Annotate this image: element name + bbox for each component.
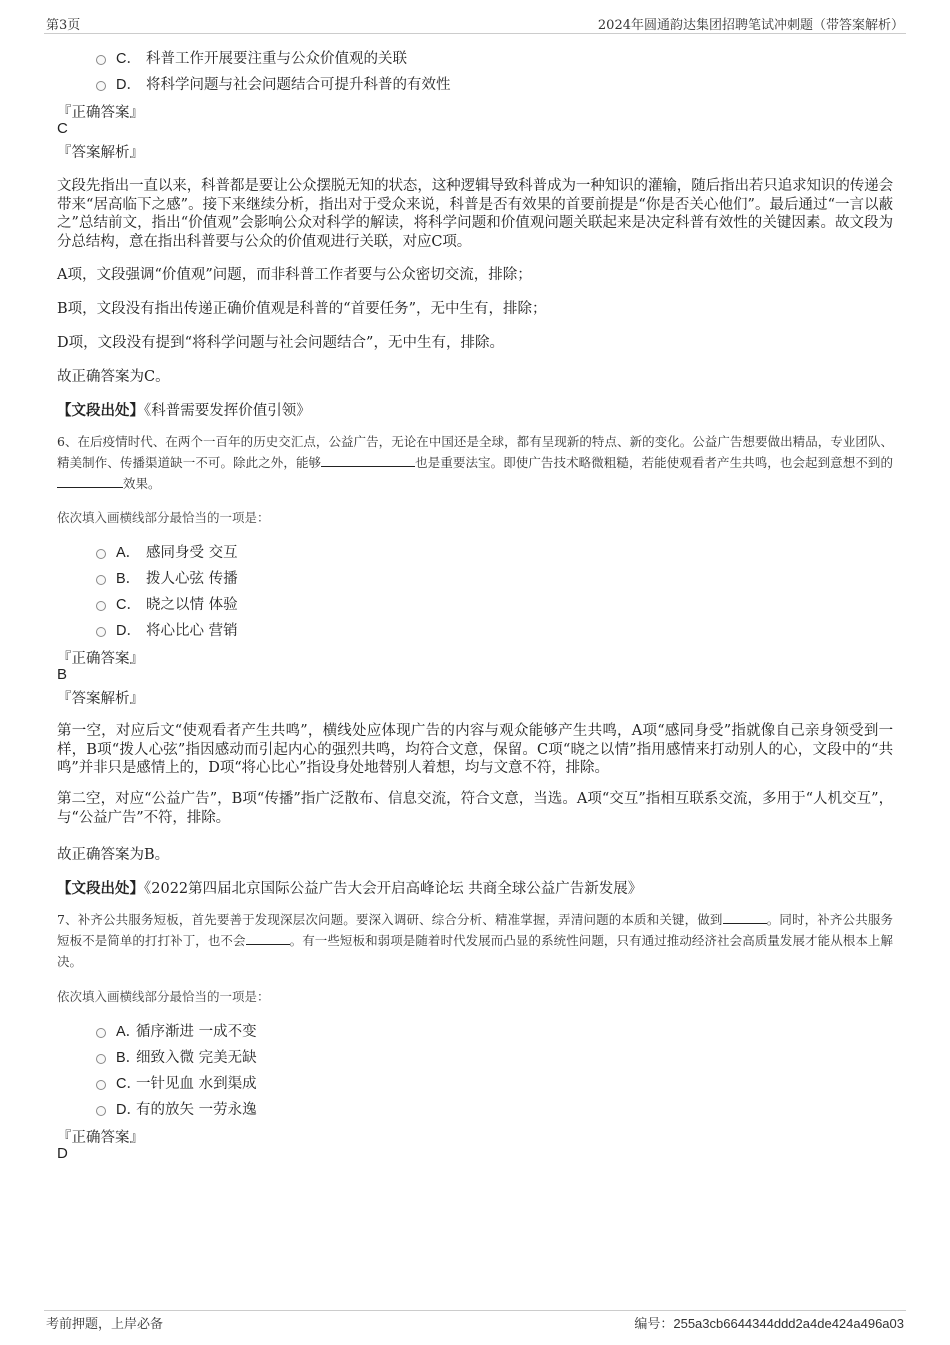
fill-blank (246, 932, 290, 945)
answer-label: 『正确答案』 (57, 1130, 144, 1146)
analysis-paragraph: D项，文段没有提到“将科学问题与社会问题结合”，无中生有，排除。 (57, 335, 504, 351)
fill-blank (321, 454, 415, 467)
q7-option-d[interactable]: D． 有的放矢 一劳永逸 (96, 1098, 257, 1119)
q7-option-a[interactable]: A． 循序渐进 一成不变 (96, 1020, 257, 1041)
document-title: 2024年圆通韵达集团招聘笔试冲刺题（带答案解析） (597, 18, 904, 33)
source-title: 《2022第四届北京国际公益广告大会开启高峰论坛 共商全球公益广告新发展》 (144, 881, 643, 897)
radio-icon[interactable] (96, 601, 106, 611)
fill-blank (57, 475, 123, 488)
option-text: 晓之以情 体验 (146, 597, 238, 613)
analysis-conclusion: 故正确答案为B。 (57, 847, 170, 863)
document-id (634, 1313, 904, 1332)
radio-icon[interactable] (96, 1054, 106, 1064)
q6-option-a[interactable]: A． 感同身受 交互 (96, 541, 238, 562)
option-text: 循序渐进 一成不变 (136, 1024, 257, 1040)
option-text: 将心比心 营销 (146, 623, 238, 639)
radio-icon[interactable] (96, 55, 106, 65)
page-number: 第3页 (46, 18, 81, 33)
q6-option-b[interactable]: B． 拨人心弦 传播 (96, 567, 238, 588)
answer-label: 『正确答案』 (57, 105, 144, 121)
radio-icon[interactable] (96, 1080, 106, 1090)
q5-option-c[interactable]: C． 科普工作开展要注重与公众价值观的关联 (96, 47, 407, 68)
document-id-value: 255a3cb6644344ddd2a4de424a496a03 (673, 1316, 904, 1331)
source-citation (57, 399, 311, 420)
footer-divider (44, 1310, 906, 1311)
document-id-label: 编号： (634, 1317, 674, 1332)
source-label: 【文段出处】 (57, 880, 144, 897)
q5-option-d[interactable]: D． 将科学问题与社会问题结合可提升科普的有效性 (96, 73, 451, 94)
q7-option-c[interactable]: C． 一针见血 水到渠成 (96, 1072, 257, 1093)
correct-answer: C (57, 120, 68, 137)
fill-blank (723, 911, 767, 924)
option-text: 细致入微 完美无缺 (136, 1050, 257, 1066)
radio-icon[interactable] (96, 81, 106, 91)
analysis-paragraph: 文段先指出一直以来，科普都是要让公众摆脱无知的状态，这种逻辑导致科普成为一种知识的灌输，随后指出若只追求知识的传递会带来“居高临下之感”。接下来继续分析，指出对于受众来说，科普是否有效果的首要前提是“你是否关心他们”。最后通过“一言以蔽之”总结前文，指出“价值观”会影响公众对科学的解读，将科学问题和价值观问题关联起来是决定科普有效性的关键因素。故文段为分总结构，意在指出科普要与公众的价值观进行关联，对应C项。 (57, 178, 893, 250)
header-divider (44, 33, 906, 34)
source-label: 【文段出处】 (57, 402, 144, 419)
q6-instruction: 依次填入画横线部分最恰当的一项是： (57, 510, 270, 525)
option-text: 拨人心弦 传播 (146, 571, 238, 587)
analysis-label: 『答案解析』 (57, 691, 144, 707)
source-citation (57, 877, 642, 898)
q7-instruction: 依次填入画横线部分最恰当的一项是： (57, 989, 270, 1004)
radio-icon[interactable] (96, 1106, 106, 1116)
analysis-paragraph: B项，文段没有指出传递正确价值观是科普的“首要任务”，无中生有，排除； (57, 301, 547, 317)
analysis-paragraph: 第二空，对应“公益广告”，B项“传播”指广泛散布、信息交流，符合文意，当选。A项“交互”指相互联系交流，多用于“人机交互”，与“公益广告”不符，排除。 (57, 791, 893, 826)
correct-answer: B (57, 666, 68, 683)
analysis-label: 『答案解析』 (57, 145, 144, 161)
correct-answer: D (57, 1145, 68, 1162)
option-text: 将科学问题与社会问题结合可提升科普的有效性 (146, 77, 451, 93)
radio-icon[interactable] (96, 575, 106, 585)
analysis-conclusion: 故正确答案为C。 (57, 369, 170, 385)
option-text: 有的放矢 一劳永逸 (136, 1102, 257, 1118)
q6-option-c[interactable]: C． 晓之以情 体验 (96, 593, 238, 614)
q6-option-d[interactable]: D． 将心比心 营销 (96, 619, 238, 640)
radio-icon[interactable] (96, 1028, 106, 1038)
answer-label: 『正确答案』 (57, 651, 144, 667)
q6-stem: 6、在后疫情时代、在两个一百年的历史交汇点，公益广告，无论在中国还是全球，都有呈现新的特点、新的变化。公益广告想要做出精品，专业团队、精美制作、传播渠道缺一不可。除此之外，能够 也是重要法宝。即使广告技术略微粗糙，若能使观看者产生共鸣，也会起到意想不到的效果。 (57, 434, 893, 491)
q7-stem: 7、补齐公共服务短板，首先要善于发现深层次问题。要深入调研、综合分析、精准掌握，弄清问题的本质和关键，做到 。同时，补齐公共服务短板不是简单的打打补丁，也不会 。有一些短板和弱项是随着时代发展而凸显的系统性问题，只有通过推动经济社会高质量发展才能从根本上解决。 (57, 912, 893, 969)
radio-icon[interactable] (96, 627, 106, 637)
option-text: 感同身受 交互 (146, 545, 238, 561)
q7-option-b[interactable]: B． 细致入微 完美无缺 (96, 1046, 257, 1067)
analysis-paragraph: A项，文段强调“价值观”问题，而非科普工作者要与公众密切交流，排除； (57, 267, 532, 283)
analysis-paragraph: 第一空，对应后文“使观看者产生共鸣”，横线处应体现广告的内容与观众能够产生共鸣，A项“感同身受”指就像自己亲身领受到一样，B项“拨人心弦”指因感动而引起内心的强烈共鸣，均符合文意，保留。C项“晓之以情”指用感情来打动别人的心，文段中的“共鸣”并非只是感情上的，D项“将心比心”指设身处地替别人着想，均与文意不符，排除。 (57, 723, 893, 776)
option-text: 一针见血 水到渠成 (136, 1076, 257, 1092)
footer-slogan: 考前押题，上岸必备 (46, 1317, 164, 1332)
option-text: 科普工作开展要注重与公众价值观的关联 (146, 51, 407, 67)
radio-icon[interactable] (96, 549, 106, 559)
source-title: 《科普需要发挥价值引领》 (144, 403, 311, 419)
